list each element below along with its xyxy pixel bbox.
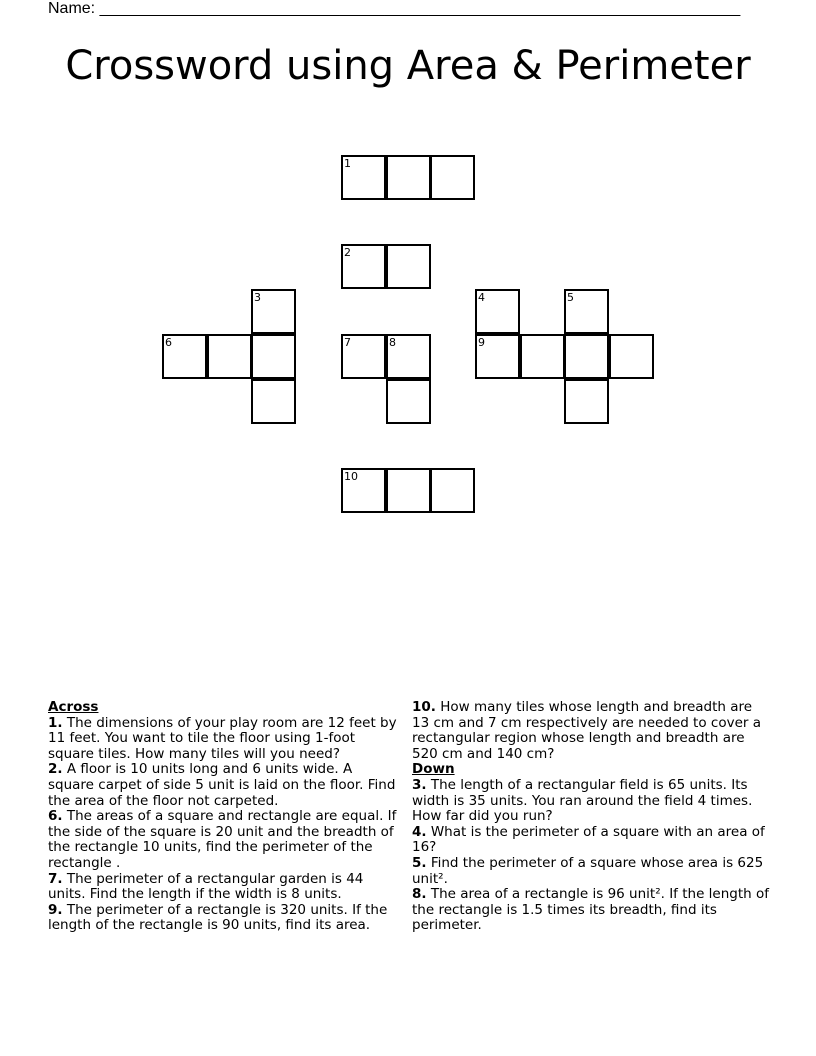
clue-text: The dimensions of your play room are 12 feet by 11 feet. You want to tile the floor using 1-foot square tiles. How many tiles will you need? [48,714,397,762]
clue-text: The areas of a square and rectangle are equal. If the side of the square is 20 unit and the breadth of the rectangle 10 units, find the perimeter of the rectangle . [48,808,397,871]
clue-text: The perimeter of a rectangular garden is 44 units. Find the length if the width is 8 units. [48,870,364,903]
clue-number: 9. [48,901,63,918]
clue-across-6 [48,809,398,871]
clue-across-9 [48,903,398,934]
clue-number: 3. [412,776,427,793]
crossword-cell[interactable] [430,468,475,513]
crossword-cell[interactable] [386,468,431,513]
clue-across-10 [412,700,772,762]
cell-number: 2 [344,246,351,259]
crossword-cell[interactable] [564,289,609,334]
clue-down-5 [412,856,772,887]
clue-text: What is the perimeter of a square with an area of 16? [412,823,765,856]
clue-text: A floor is 10 units long and 6 units wide. A square carpet of side 5 unit is laid on the floor. Find the area of the floor not carpeted. [48,761,396,809]
crossword-cell[interactable] [341,468,386,513]
clue-number: 6. [48,808,63,825]
crossword-cell[interactable] [520,334,565,379]
crossword-cell[interactable] [564,379,609,424]
across-heading: Across [48,699,99,715]
crossword-cell[interactable] [341,155,386,200]
crossword-cell[interactable] [386,334,431,379]
cell-number: 4 [478,291,485,304]
crossword-cell[interactable] [341,334,386,379]
cell-number: 7 [344,336,351,349]
crossword-cell[interactable] [430,155,475,200]
crossword-cell[interactable] [251,379,296,424]
cell-number: 3 [254,291,261,304]
crossword-cell[interactable] [564,334,609,379]
crossword-cell[interactable] [251,289,296,334]
crossword-cell[interactable] [341,244,386,289]
cell-number: 1 [344,157,351,170]
clue-number: 2. [48,761,63,778]
cell-number: 6 [165,336,172,349]
clue-text: The area of a rectangle is 96 unit². If the length of the rectangle is 1.5 times its breadth, find its perimeter. [412,886,770,934]
clue-number: 10. [412,699,436,715]
clue-text: How many tiles whose length and breadth are 13 cm and 7 cm respectively are needed to cover a rectangular region whose length and breadth are 520 cm and 140 cm? [412,699,761,762]
cell-number: 8 [389,336,396,349]
crossword-cell[interactable] [162,334,207,379]
crossword-cell[interactable] [609,334,654,379]
crossword-cell[interactable] [251,334,296,379]
clue-number: 7. [48,870,63,887]
clue-text: The length of a rectangular field is 65 units. Its width is 35 units. You ran around the field 4 times. How far did you run? [412,776,753,825]
clues-left-column [48,700,398,934]
clue-across-1 [48,716,398,763]
clue-down-8 [412,887,772,934]
crossword-cell[interactable] [475,289,520,334]
page-title: Crossword using Area & Perimeter [65,43,751,89]
clue-text: Find the perimeter of a square whose area is 625 unit². [412,854,764,887]
clue-text: The perimeter of a rectangle is 320 units. If the length of the rectangle is 90 units, find its area. [48,901,388,934]
clue-down-3 [412,778,772,825]
crossword-cell[interactable] [475,334,520,379]
clue-number: 4. [412,823,427,840]
crossword-cell[interactable] [386,379,431,424]
clue-across-2 [48,762,398,809]
clue-number: 5. [412,854,427,871]
cell-number: 10 [344,470,358,483]
crossword-cell[interactable] [386,155,431,200]
clue-number: 8. [412,886,427,903]
down-heading: Down [412,761,455,778]
clue-number: 1. [48,714,63,731]
clue-across-7 [48,872,398,903]
clues-right-column [412,700,772,934]
crossword-cell[interactable] [207,334,252,379]
cell-number: 9 [478,336,485,349]
clue-down-4 [412,825,772,856]
name-field-label: Name: ________________________________________________________________________ [48,0,741,17]
cell-number: 5 [567,291,574,304]
crossword-cell[interactable] [386,244,431,289]
